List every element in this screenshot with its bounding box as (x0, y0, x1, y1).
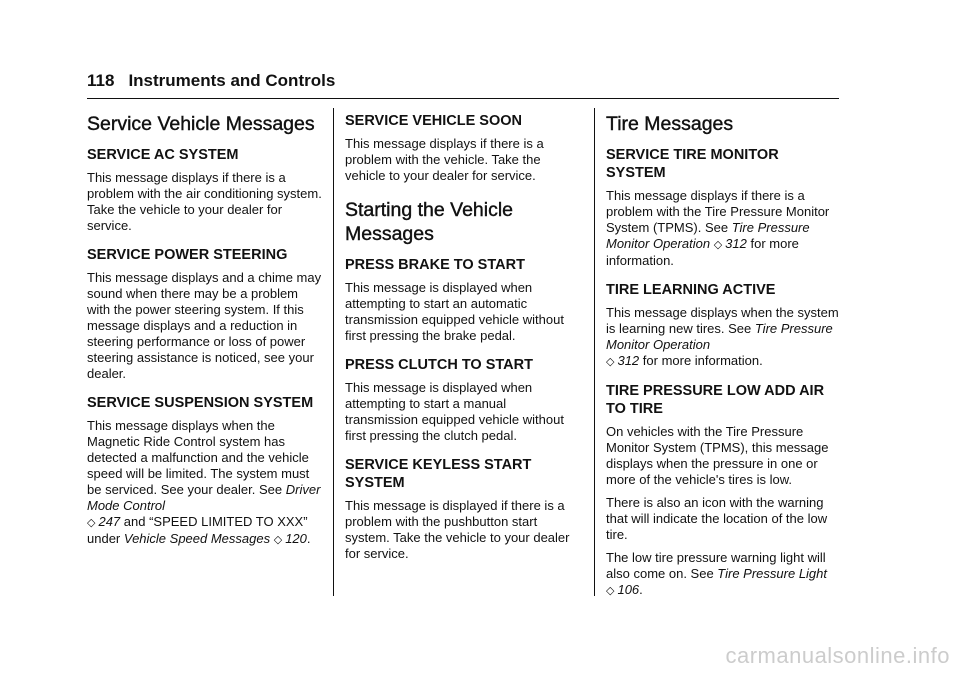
page-ref-number[interactable]: 106 (617, 582, 640, 597)
section-heading: Tire Messages (606, 113, 734, 135)
section-heading: Service Vehicle Messages (87, 113, 315, 135)
message-body: This message displays if there is a problem with the Tire Pressure Monitor System (TPMS). See Tire Pressure Monitor Operation ◇ 312 for more information. (606, 188, 830, 268)
cross-reference-link[interactable]: Tire Pressure Monitor Operation (606, 220, 810, 251)
message-body: This message is displayed when attempting to start a manual transmission equipped vehicle without first pressing the clutch pedal. (345, 380, 564, 443)
page-ref-icon: ◇ (606, 356, 615, 368)
cross-reference-link[interactable]: Vehicle Speed Messages (123, 531, 271, 546)
column-divider (594, 108, 595, 596)
cross-reference-link[interactable]: Tire Pressure Monitor Operation (606, 321, 833, 352)
message-heading: SERVICE VEHICLE SOON (345, 113, 522, 129)
message-body: There is also an icon with the warning that will indicate the location of the low tire. (606, 495, 828, 542)
message-heading: SERVICE TIRE MONITOR SYSTEM (606, 147, 779, 181)
message-body: This message displays if there is a problem with the air conditioning system. Take the vehicle to your dealer for service. (87, 170, 322, 233)
page-ref-number[interactable]: 247 (98, 514, 121, 529)
message-body: This message displays and a chime may sound when there may be a problem with the power steering system. If this message displays and a reduction in steering performance or loss of power steering assistance is noticed, see your dealer. (87, 270, 322, 381)
message-body: This message displays when the Magnetic Ride Control system has detected a malfunction and the vehicle speed will be limited. The system must be serviced. See your dealer. See Driver Mode Control ◇ 247 and “SPEED LIMITED TO XXX” under Vehicle Speed Messages ◇ 120. (87, 418, 321, 546)
page-ref-number[interactable]: 312 (617, 353, 640, 368)
message-body: On vehicles with the Tire Pressure Monitor System (TPMS), this message displays when the pressure in one or more of the vehicle's tires is low. (606, 424, 829, 487)
page-ref-icon: ◇ (713, 239, 723, 251)
column-1 (87, 108, 323, 560)
page-ref-icon: ◇ (606, 585, 615, 597)
page-number: 118 (87, 71, 115, 90)
message-body: This message is displayed if there is a problem with the pushbutton start system. Take the vehicle to your dealer for service. (345, 498, 570, 561)
message-heading: PRESS CLUTCH TO START (345, 357, 533, 373)
message-body: This message displays if there is a problem with the vehicle. Take the vehicle to your dealer for service. (345, 136, 544, 183)
page-ref-icon: ◇ (273, 534, 283, 546)
message-heading: SERVICE POWER STEERING (87, 247, 288, 263)
column-3 (606, 108, 842, 611)
page-ref-number[interactable]: 312 (725, 236, 747, 251)
message-body: This message displays when the system is learning new tires. See Tire Pressure Monitor Operation ◇ 312 for more information. (606, 305, 839, 368)
message-heading: SERVICE SUSPENSION SYSTEM (87, 395, 314, 411)
message-heading: TIRE LEARNING ACTIVE (606, 282, 776, 298)
page-ref-icon: ◇ (87, 517, 96, 529)
watermark: carmanualsonline.info (725, 643, 950, 668)
message-body: The low tire pressure warning light will also come on. See Tire Pressure Light ◇ 106. (606, 550, 828, 597)
header-rule (87, 98, 839, 99)
message-heading: PRESS BRAKE TO START (345, 257, 525, 273)
section-title: Instruments and Controls (128, 71, 336, 90)
column-2 (345, 108, 581, 574)
message-heading: SERVICE KEYLESS START SYSTEM (345, 457, 532, 491)
page-header (87, 70, 839, 92)
message-heading: TIRE PRESSURE LOW ADD AIR TO TIRE (606, 383, 825, 417)
cross-reference-link[interactable]: Driver Mode Control (87, 482, 321, 513)
message-body: This message is displayed when attempting to start an automatic transmission equipped vehicle without first pressing the brake pedal. (345, 280, 564, 343)
page-ref-number[interactable]: 120 (285, 531, 307, 546)
section-heading: Starting the Vehicle Messages (345, 199, 514, 245)
cross-reference-link[interactable]: Tire Pressure Light (717, 566, 828, 581)
column-divider (333, 108, 334, 596)
message-heading: SERVICE AC SYSTEM (87, 147, 239, 163)
